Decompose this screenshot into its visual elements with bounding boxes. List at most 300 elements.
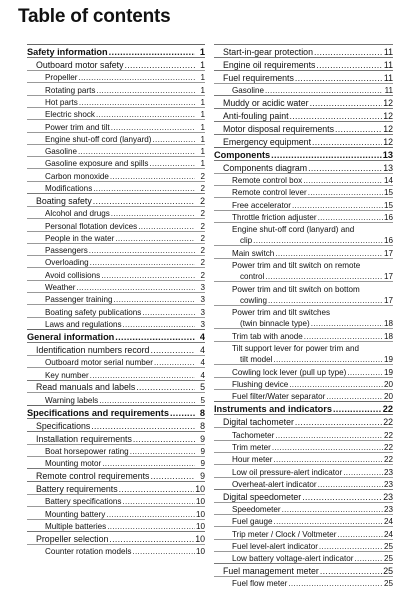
dot-leader — [93, 196, 195, 206]
toc-entry-label: Multiple batteries — [45, 522, 107, 531]
toc-entry-label: Mounting battery — [45, 509, 106, 519]
toc-entry[interactable] — [27, 119, 205, 131]
toc-entry-page: 22 — [383, 417, 393, 428]
dot-leader — [288, 579, 383, 588]
toc-entry[interactable] — [27, 267, 205, 279]
toc-entry-label: Read manuals and labels — [36, 382, 136, 393]
dot-leader — [154, 358, 195, 367]
toc-entry[interactable] — [27, 392, 205, 404]
toc-entry[interactable] — [214, 576, 393, 588]
toc-entry-page: 16 — [383, 236, 393, 246]
toc-entry[interactable] — [27, 243, 205, 255]
toc-entry[interactable] — [27, 218, 205, 230]
toc-entry-label: Power trim and tilt switch on remote — [232, 260, 361, 270]
toc-entry-label: Power trim and tilt switches — [232, 308, 331, 318]
toc-entry[interactable] — [214, 95, 393, 108]
dot-leader — [102, 459, 195, 468]
toc-entry-label: Counter rotation models — [45, 547, 132, 557]
dot-leader — [318, 213, 383, 222]
dot-leader — [138, 222, 195, 231]
dot-leader — [318, 480, 383, 489]
toc-entry-page: 22 — [383, 455, 393, 465]
toc-entry-page: 13 — [382, 149, 393, 160]
toc-entry[interactable] — [214, 551, 393, 563]
toc-entry-page: 23 — [383, 479, 393, 489]
toc-entry[interactable] — [27, 156, 205, 168]
toc-entry-label: Main switch — [232, 248, 275, 258]
dot-leader — [304, 332, 383, 341]
toc-entry-label: Fuel management meter — [223, 566, 319, 577]
dot-leader — [90, 371, 195, 380]
toc-entry[interactable] — [27, 82, 205, 94]
toc-entry-label: Overheat-alert indicator — [232, 479, 317, 489]
toc-entry-label: Warning labels — [45, 395, 99, 405]
toc-entry[interactable] — [27, 132, 205, 144]
toc-entry[interactable] — [27, 317, 205, 329]
toc-entry-page: 13 — [383, 162, 393, 173]
toc-entry-label: Engine oil requirements — [223, 59, 316, 70]
toc-entry-page: 25 — [383, 579, 393, 589]
dot-leader — [110, 172, 195, 181]
toc-entry-page: 2 — [200, 184, 205, 194]
toc-entry-label: Fuel requirements — [223, 72, 294, 83]
toc-entry[interactable] — [214, 464, 393, 476]
toc-entry[interactable] — [27, 444, 205, 456]
toc-entry-label: Muddy or acidic water — [223, 97, 309, 108]
dot-leader — [308, 163, 382, 173]
toc-entry[interactable] — [27, 418, 205, 431]
toc-entry[interactable] — [214, 147, 393, 160]
toc-entry[interactable] — [214, 526, 393, 538]
dot-leader — [290, 111, 383, 121]
toc-entry[interactable] — [214, 514, 393, 526]
page-title: Table of contents — [18, 6, 171, 27]
dot-leader — [133, 434, 195, 444]
toc-entry-label: Gasoline — [232, 85, 264, 95]
toc-entry-page: 12 — [383, 110, 393, 121]
toc-entry-page: 22 — [382, 404, 393, 415]
toc-entry-page: 20 — [383, 392, 393, 402]
toc-entry-page: 17 — [383, 248, 393, 258]
toc-entry-page: 14 — [383, 175, 393, 185]
toc-entry[interactable] — [214, 563, 393, 576]
dot-leader — [265, 86, 383, 95]
toc-entry-label: Low battery voltage-alert indicator — [232, 554, 354, 564]
toc-entry-page: 23 — [383, 467, 393, 477]
dot-leader — [149, 159, 195, 168]
toc-entry-page: 5 — [200, 382, 205, 393]
dot-leader — [292, 201, 383, 210]
toc-entry-page: 16 — [383, 212, 393, 222]
toc-entry-label: Passengers — [45, 246, 88, 256]
toc-entry-page: 22 — [383, 430, 393, 440]
toc-entry-label: Fuel gauge — [232, 517, 273, 527]
toc-entry[interactable] — [27, 405, 205, 418]
dot-leader — [268, 296, 383, 305]
dot-leader — [326, 392, 383, 401]
dot-leader — [343, 468, 383, 477]
dot-leader — [136, 382, 195, 392]
toc-entry-page: 10 — [195, 522, 205, 531]
toc-entry[interactable] — [27, 544, 205, 556]
toc-entry[interactable] — [27, 206, 205, 218]
dot-leader — [125, 60, 195, 70]
toc-entry-page: 4 — [199, 332, 205, 343]
toc-entry-label: Installation requirements — [36, 433, 132, 444]
toc-entry-page: 8 — [200, 420, 205, 431]
toc-entry-label: Passenger training — [45, 295, 113, 305]
dot-leader — [314, 47, 383, 57]
toc-entry-label: Motor disposal requirements — [223, 123, 334, 134]
dot-leader — [354, 554, 383, 563]
toc-entry-label: Power trim and tilt — [45, 122, 110, 132]
toc-entry-label: Trim meter — [232, 442, 271, 452]
toc-entry[interactable] — [27, 456, 205, 468]
dot-leader — [311, 319, 383, 328]
toc-entry[interactable] — [214, 377, 393, 389]
toc-entry[interactable] — [214, 83, 393, 95]
toc-entry[interactable] — [214, 258, 393, 282]
toc-entry-page: 9 — [200, 433, 205, 444]
toc-entry-page: 11 — [383, 59, 393, 70]
toc-entry-label: Hour meter — [232, 455, 273, 465]
toc-entry-page: 2 — [200, 233, 205, 243]
dot-leader — [333, 404, 382, 414]
toc-entry-label: Boating safety — [36, 195, 92, 206]
dot-leader — [282, 505, 383, 514]
toc-entry-label: Personal flotation devices — [45, 221, 138, 231]
toc-entry-page: 3 — [200, 307, 205, 317]
toc-entry-page: 10 — [195, 547, 205, 557]
toc-entry[interactable] — [214, 57, 393, 70]
dot-leader — [273, 455, 383, 464]
toc-entry-label: Specifications — [36, 420, 91, 431]
toc-entry-label: Remote control lever — [232, 188, 307, 198]
toc-entry[interactable] — [27, 355, 205, 367]
toc-entry-label: Speedometer — [232, 505, 281, 514]
toc-entry-page: 1 — [200, 85, 205, 95]
dot-leader — [90, 258, 195, 267]
toc-entry-page: 9 — [200, 447, 205, 457]
toc-entry[interactable] — [27, 506, 205, 518]
dot-leader — [319, 542, 383, 551]
toc-entry-page: 22 — [383, 442, 393, 452]
toc-entry-label: Propeller — [45, 73, 78, 83]
toc-entry[interactable] — [214, 197, 393, 209]
dot-leader — [253, 236, 383, 245]
toc-entry-page: 1 — [200, 122, 205, 132]
toc-entry-page: 1 — [200, 147, 205, 157]
toc-entry-label: Overloading — [45, 258, 89, 268]
toc-entry[interactable] — [27, 292, 205, 304]
toc-entry[interactable] — [214, 401, 393, 414]
dot-leader — [76, 283, 195, 292]
dot-leader — [150, 471, 195, 481]
toc-entry-page: 25 — [383, 541, 393, 551]
dot-leader — [271, 150, 382, 160]
toc-entry-label: Tachometer — [232, 430, 275, 440]
toc-entry-page: 23 — [383, 505, 393, 514]
toc-entry[interactable] — [214, 452, 393, 464]
dot-leader — [170, 408, 195, 418]
toc-entry[interactable] — [27, 181, 205, 193]
dot-leader — [150, 345, 195, 355]
dot-leader — [308, 188, 383, 197]
toc-entry-page: 1 — [200, 97, 205, 107]
toc-entry-label: Digital speedometer — [223, 491, 302, 502]
toc-entry-page: 8 — [199, 407, 205, 418]
toc-entry-label: Low oil pressure-alert indicator — [232, 467, 343, 477]
toc-entry[interactable] — [214, 134, 393, 147]
dot-leader — [275, 249, 383, 258]
toc-entry-page: 23 — [383, 491, 393, 502]
toc-entry-page: 4 — [200, 370, 205, 380]
toc-column-right — [214, 44, 393, 588]
toc-entry-page: 4 — [200, 358, 205, 368]
dot-leader — [111, 123, 195, 132]
toc-entry-page: 2 — [200, 270, 205, 280]
dot-leader — [130, 447, 195, 456]
toc-entry[interactable] — [27, 107, 205, 119]
toc-entry-page: 9 — [200, 459, 205, 469]
toc-entry[interactable] — [27, 168, 205, 180]
toc-entry-label: Throttle friction adjuster — [232, 212, 317, 222]
toc-entry-label: Trip meter / Clock / Voltmeter — [232, 529, 337, 539]
toc-entry[interactable] — [214, 70, 393, 83]
toc-entry[interactable] — [214, 341, 393, 365]
toc-entry-label-continued: control — [240, 272, 265, 282]
toc-entry-page: 3 — [200, 283, 205, 293]
toc-entry[interactable] — [27, 329, 205, 342]
toc-entry-page: 2 — [200, 195, 205, 206]
dot-leader — [78, 73, 195, 82]
dot-leader — [114, 295, 196, 304]
toc-entry-label-continued: cowling — [240, 295, 267, 305]
toc-entry[interactable] — [214, 427, 393, 439]
dot-leader — [119, 484, 195, 494]
toc-entry[interactable] — [214, 173, 393, 185]
toc-entry-page: 1 — [200, 134, 205, 144]
toc-entry-page: 11 — [383, 46, 393, 57]
toc-entry-label: Instruments and indicators — [214, 404, 332, 415]
toc-entry-page: 2 — [200, 221, 205, 231]
toc-entry[interactable] — [27, 494, 205, 506]
toc-entry[interactable] — [214, 477, 393, 489]
toc-entry-label: Start-in-gear protection — [223, 46, 313, 57]
dot-leader — [115, 332, 195, 342]
toc-entry-page: 10 — [195, 533, 205, 544]
toc-entry[interactable] — [27, 231, 205, 243]
toc-entry[interactable] — [27, 144, 205, 156]
dot-leader — [312, 137, 382, 147]
toc-entry-page: 10 — [195, 497, 205, 507]
toc-entry[interactable] — [27, 304, 205, 316]
toc-entry-label: Remote control requirements — [36, 471, 150, 482]
toc-entry[interactable] — [214, 222, 393, 246]
toc-entry-label: Free accelerator — [232, 200, 291, 210]
toc-entry[interactable] — [27, 193, 205, 206]
toc-entry-label: Identification numbers record — [36, 344, 150, 355]
toc-entry[interactable] — [214, 121, 393, 134]
toc-entry-label: Electric shock — [45, 110, 95, 120]
dot-leader — [96, 110, 195, 119]
toc-entry-page: 12 — [383, 123, 393, 134]
toc-entry-label: Boating safety publications — [45, 307, 142, 317]
toc-column-left — [27, 44, 205, 556]
toc-entry[interactable] — [214, 440, 393, 452]
dot-leader — [79, 98, 195, 107]
dot-leader — [107, 522, 195, 531]
toc-entry-label: Engine shut-off cord (lanyard) — [45, 134, 152, 144]
dot-leader — [316, 60, 382, 70]
toc-entry-label: Key number — [45, 370, 89, 380]
toc-entry-page: 5 — [200, 395, 205, 405]
dot-leader — [152, 135, 195, 144]
toc-entry[interactable] — [27, 44, 205, 57]
toc-entry[interactable] — [214, 44, 393, 57]
toc-entry[interactable] — [214, 245, 393, 257]
dot-leader — [275, 431, 383, 440]
toc-entry-label: Boat horsepower rating — [45, 447, 129, 457]
dot-leader — [320, 566, 382, 576]
toc-entry[interactable] — [214, 328, 393, 340]
toc-entry-label: Components diagram — [223, 162, 308, 173]
toc-entry[interactable] — [27, 431, 205, 444]
dot-leader — [115, 234, 195, 243]
toc-entry[interactable] — [27, 280, 205, 292]
toc-entry-label: Fuel level-alert indicator — [232, 541, 318, 551]
dot-leader — [335, 124, 382, 134]
toc-entry[interactable] — [27, 255, 205, 267]
toc-entry-page: 24 — [383, 529, 393, 539]
toc-entry[interactable] — [27, 519, 205, 531]
dot-leader — [303, 176, 383, 185]
toc-entry[interactable] — [214, 502, 393, 514]
toc-entry-label: People in the water — [45, 233, 115, 243]
dot-leader — [122, 497, 195, 506]
dot-leader — [106, 510, 195, 519]
toc-entry-page: 25 — [383, 554, 393, 564]
toc-entry-page: 2 — [200, 209, 205, 219]
toc-entry[interactable] — [214, 539, 393, 551]
dot-leader — [347, 368, 383, 377]
toc-entry-label: Cowling lock lever (pull up type) — [232, 367, 347, 377]
toc-entry[interactable] — [214, 364, 393, 376]
dot-leader — [142, 308, 195, 317]
toc-entry-page: 2 — [200, 258, 205, 268]
toc-entry[interactable] — [27, 57, 205, 70]
toc-entry[interactable] — [27, 468, 205, 481]
dot-leader — [274, 517, 383, 526]
dot-leader — [273, 355, 383, 364]
dot-leader — [338, 530, 383, 539]
dot-leader — [295, 73, 383, 83]
dot-leader — [78, 147, 195, 156]
toc-entry-page: 9 — [200, 471, 205, 482]
toc-entry[interactable] — [214, 160, 393, 173]
toc-entry-page: 11 — [384, 85, 393, 95]
toc-entry-page: 15 — [383, 200, 393, 210]
toc-entry-page: 19 — [383, 355, 393, 365]
dot-leader — [123, 320, 196, 329]
toc-entry[interactable] — [214, 210, 393, 222]
toc-entry-page: 10 — [195, 484, 205, 495]
dot-leader — [265, 272, 383, 281]
toc-entry[interactable] — [214, 389, 393, 401]
toc-entry-page: 15 — [383, 188, 393, 198]
dot-leader — [132, 547, 195, 556]
toc-entry-page: 4 — [200, 344, 205, 355]
dot-leader — [89, 246, 195, 255]
toc-entry[interactable] — [214, 281, 393, 305]
dot-leader — [93, 184, 195, 193]
toc-entry[interactable] — [27, 481, 205, 494]
toc-entry-page: 12 — [383, 97, 393, 108]
toc-entry-label: Digital tachometer — [223, 417, 294, 428]
toc-entry[interactable] — [27, 342, 205, 355]
toc-entry-page: 3 — [200, 319, 205, 329]
dot-leader — [96, 86, 195, 95]
toc-entry-label: Fuel flow meter — [232, 579, 288, 589]
toc-entry-page: 18 — [383, 331, 393, 341]
toc-entry-label: Modifications — [45, 184, 93, 194]
toc-entry[interactable] — [27, 380, 205, 393]
toc-entry[interactable] — [214, 185, 393, 197]
toc-entry-label: Carbon monoxide — [45, 171, 109, 181]
toc-entry-label: Gasoline — [45, 147, 77, 157]
toc-entry-label: Avoid collisions — [45, 270, 101, 280]
dot-leader — [99, 396, 195, 405]
toc-entry-page: 2 — [200, 171, 205, 181]
toc-entry-label: General information — [27, 332, 115, 343]
toc-entry-label: Rotating parts — [45, 85, 96, 95]
toc-entry-label: Engine shut-off cord (lanyard) and — [232, 225, 355, 235]
toc-entry-label: Battery specifications — [45, 497, 122, 507]
toc-entry-page: 3 — [200, 295, 205, 305]
toc-entry-page: 1 — [199, 47, 205, 58]
toc-entry-page: 1 — [200, 159, 205, 169]
toc-entry-label: Tilt support lever for power trim and — [232, 344, 359, 354]
toc-entry-label-continued: clip — [240, 236, 253, 246]
toc-entry[interactable] — [27, 70, 205, 82]
toc-entry[interactable] — [27, 367, 205, 379]
toc-entry-label: Power trim and tilt switch on bottom — [232, 284, 360, 294]
dot-leader — [111, 209, 195, 218]
toc-entry-label: Weather — [45, 283, 76, 293]
toc-entry-label: Fuel filter/Water separator — [232, 392, 326, 402]
dot-leader — [310, 98, 383, 108]
toc-entry[interactable] — [214, 305, 393, 329]
toc-entry-label: Gasoline exposure and spills — [45, 159, 149, 169]
dot-leader — [109, 47, 195, 57]
toc-entry-page: 17 — [383, 272, 393, 282]
toc-entry[interactable] — [214, 108, 393, 121]
toc-entry-page: 20 — [383, 379, 393, 389]
toc-entry-page: 1 — [200, 73, 205, 83]
toc-entry-label: Specifications and requirements — [27, 407, 169, 418]
toc-entry-label: Flushing device — [232, 379, 289, 389]
toc-entry-label: Anti-fouling paint — [223, 110, 289, 121]
toc-entry[interactable] — [214, 414, 393, 427]
toc-entry[interactable] — [27, 95, 205, 107]
toc-entry[interactable] — [27, 531, 205, 544]
toc-entry-label: Battery requirements — [36, 484, 118, 495]
dot-leader — [289, 380, 383, 389]
toc-entry-label: Emergency equipment — [223, 136, 312, 147]
toc-entry-page: 12 — [383, 136, 393, 147]
toc-entry[interactable] — [214, 489, 393, 502]
dot-leader — [295, 417, 382, 427]
